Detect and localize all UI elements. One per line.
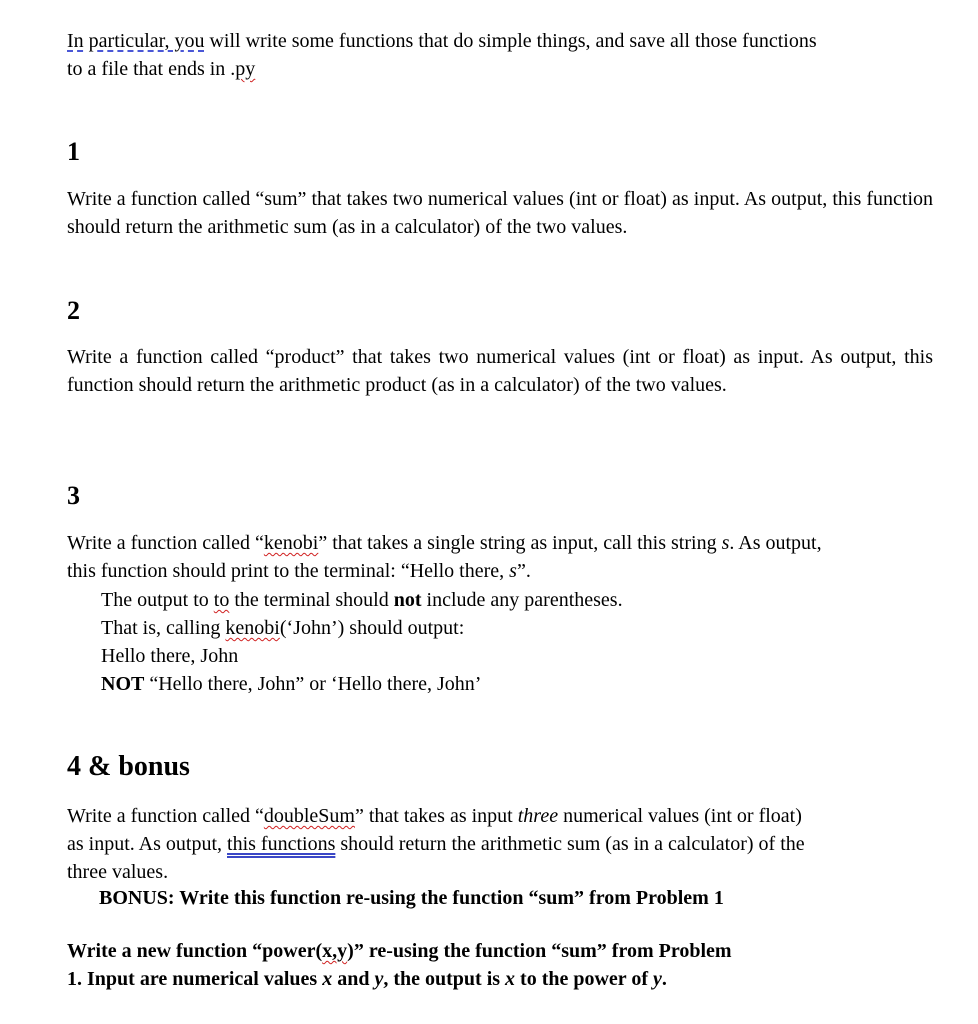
problem-3-text [67,529,933,585]
variable-y: y [653,968,662,990]
problem-3-line-2 [67,557,933,585]
bonus-note: BONUS: Write this function re-using the function “sum” from Problem 1 [99,887,724,909]
text-run: include any parentheses. [421,589,623,611]
problem-1-heading: 1 [67,137,80,166]
text-run: ”. [516,560,531,582]
text-run: )” re-using the function “sum” from Problem [347,940,732,962]
variable-s: s [721,532,730,554]
text-run: the terminal should [229,589,394,611]
variable-x: x [322,968,333,990]
text-run: . [661,968,667,990]
intro-line-2 [67,55,937,83]
power-function-task [67,937,933,993]
spelling-flag: kenobi [225,617,280,639]
text-run: The output to [101,589,214,611]
text-run: Write a function called “ [67,805,264,827]
problem-3-line-1 [67,529,933,557]
problem-4-heading: 4 & bonus [67,751,190,782]
detail-line-3: Hello there, John [101,645,239,667]
text-run: should return the arithmetic sum (as in a calculator) of the [335,833,805,855]
problem-4-line-1 [67,802,933,830]
detail-line-2 [101,614,921,642]
variable-y: y [374,968,384,990]
text-run: (‘John’) should output: [279,617,465,639]
grammar-flag: In particular, you [67,30,205,52]
spelling-flag: py [235,58,256,80]
spelling-flag: to [213,589,230,611]
variable-s: s [509,560,517,582]
intro-text-2: to a file that ends in . [67,58,236,80]
spelling-flag: doubleSum [263,805,355,827]
text-run: to the power of [515,968,653,990]
text-run: ” that takes as input [355,805,518,827]
spelling-flag: kenobi [263,532,319,554]
problem-3-heading: 3 [67,481,80,510]
text-run: . As output, [729,532,822,554]
text-run: as input. As output, [67,833,228,855]
text-run: and [332,968,375,990]
text-run: ” that takes a single string as input, call this string [318,532,722,554]
text-run: Write a new function “power( [67,940,323,962]
problem-2-text: Write a function called “product” that takes two numerical values (int or float) as input. As output, this function should return the arithmetic product (as in a calculator) of the two values. [67,346,933,396]
detail-line-1 [101,586,921,614]
text-run: 1. Input are numerical values [67,968,323,990]
text-run: That is, calling [101,617,226,639]
power-line-2 [67,965,933,993]
power-line-1 [67,937,933,965]
intro-text: will write some functions that do simple things, and save all those functions [204,30,817,52]
text-run: numerical values (int or float) [558,805,802,827]
emphasis: NOT [101,673,145,695]
problem-4-text [67,802,933,886]
emphasis: three [517,805,559,827]
text-run: , the output is [383,968,506,990]
text-run: this function should print to the terminal: “Hello there, [67,560,510,582]
problem-3-details [101,586,921,698]
problem-2-heading: 2 [67,296,80,325]
problem-4-line-2 [67,830,933,858]
intro-paragraph [67,27,937,83]
intro-line-1 [67,27,937,55]
variable-x: x [505,968,516,990]
grammar-flag: this functions [227,833,336,855]
problem-1-text: Write a function called “sum” that takes two numerical values (int or float) as input. As output, this function should return the arithmetic sum (as in a calculator) of the two values. [67,188,933,238]
spelling-flag: x,y [322,940,348,962]
emphasis: not [393,589,422,611]
text-run: Write a function called “ [67,532,264,554]
text-run: “Hello there, John” or ‘Hello there, John’ [144,673,482,695]
problem-4-line-3: three values. [67,861,169,883]
detail-line-4 [101,670,921,698]
